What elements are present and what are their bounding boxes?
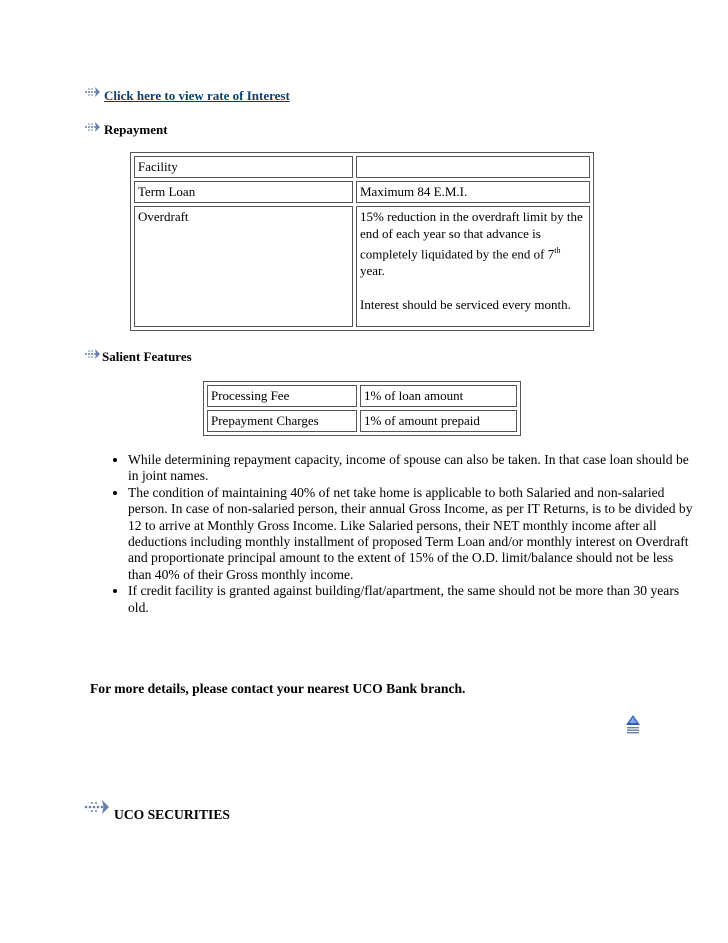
- notes-list: [90, 452, 698, 616]
- salient-features-heading: Salient Features: [102, 349, 192, 364]
- table-row: [207, 385, 517, 407]
- table-cell: [356, 206, 590, 327]
- uco-securities-heading: UCO SECURITIES: [114, 807, 230, 822]
- table-cell: 1% of amount prepaid: [360, 410, 517, 432]
- list-item: • If credit facility is granted against building/flat/apartment, the same should not be more than 30 years old.: [128, 583, 698, 616]
- dotted-arrow-icon: [84, 120, 100, 134]
- table-cell: Overdraft: [134, 206, 353, 327]
- dotted-arrow-icon: [84, 797, 110, 817]
- table-header-cell: [356, 156, 590, 178]
- back-to-top-icon[interactable]: [625, 714, 641, 734]
- table-cell: 1% of loan amount: [360, 385, 517, 407]
- rate-of-interest-link-wrap: [104, 88, 290, 104]
- repayment-heading: Repayment: [104, 122, 168, 137]
- list-item: • While determining repayment capacity, income of spouse can also be taken. In that case loan should be in joint names.: [128, 452, 698, 485]
- overdraft-interest-note: Interest should be serviced every month.: [360, 297, 571, 313]
- contact-text: For more details, please contact your nearest UCO Bank branch.: [90, 681, 466, 696]
- fees-table: [203, 381, 521, 436]
- overdraft-terms-end: year.: [360, 263, 385, 279]
- table-row: [134, 181, 590, 203]
- superscript: th: [554, 246, 561, 255]
- table-cell: Processing Fee: [207, 385, 357, 407]
- table-row: [207, 410, 517, 432]
- dotted-arrow-icon: [84, 85, 100, 99]
- table-cell: Maximum 84 E.M.I.: [356, 181, 590, 203]
- table-row: [134, 206, 590, 327]
- dotted-arrow-icon: [84, 347, 100, 361]
- table-header-cell: Facility: [134, 156, 353, 178]
- overdraft-terms: 15% reduction in the overdraft limit by the end of each year so that advance is completely liquidated by the end of 7: [360, 209, 583, 262]
- list-item: • The condition of maintaining 40% of net take home is applicable to both Salaried and non-salaried person. In case of non-salaried person, their annual Gross Income, as per IT Returns, is to be divided by 12 to arrive at Monthly Gross Income. Like Salaried persons, their NET monthly income after all deductions including monthly installment of proposed Term Loan and/or monthly interest on Overdraft and proportionate principal amount to the extent of 15% of the O.D. limit/balance should not be less than 40% of their Gross monthly income.: [128, 485, 698, 583]
- table-cell: Term Loan: [134, 181, 353, 203]
- table-cell: Prepayment Charges: [207, 410, 357, 432]
- repayment-table: [130, 152, 594, 331]
- rate-of-interest-link[interactable]: Click here to view rate of Interest: [104, 88, 290, 103]
- table-row: [134, 156, 590, 178]
